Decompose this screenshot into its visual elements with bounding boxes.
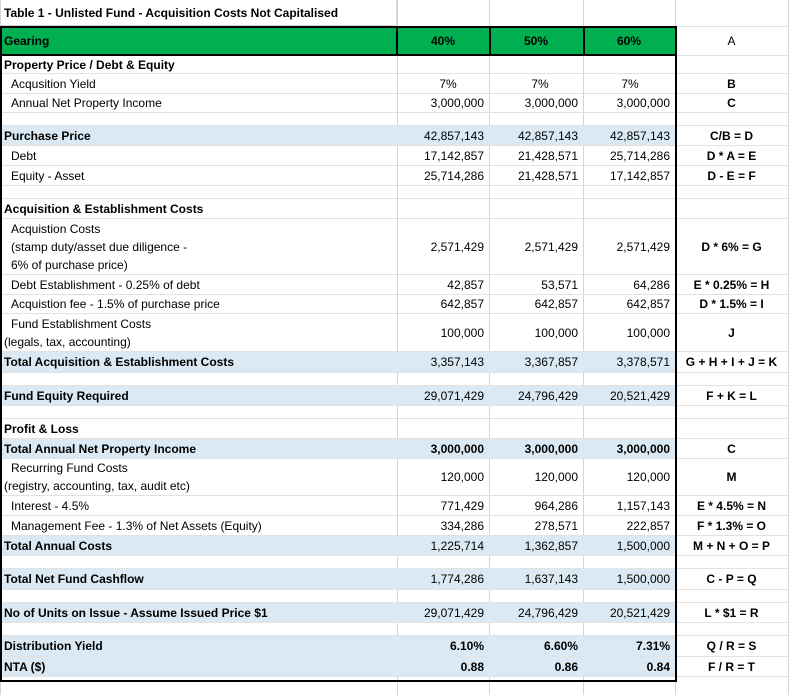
value-60: 1,157,143 bbox=[616, 498, 670, 513]
row-label bbox=[4, 459, 403, 495]
formula-cell: M bbox=[726, 470, 737, 484]
row-label: Purchase Price bbox=[4, 128, 91, 143]
gridline bbox=[0, 372, 789, 373]
value-60: 20,521,429 bbox=[609, 388, 670, 403]
table-row bbox=[0, 199, 789, 218]
value-50: 3,000,000 bbox=[524, 441, 578, 456]
value-50: 24,796,429 bbox=[517, 388, 578, 403]
gridline bbox=[0, 676, 789, 677]
value-40: 0.88 bbox=[460, 659, 484, 674]
formula-cell: C bbox=[727, 441, 736, 456]
value-60: 7.31% bbox=[635, 639, 670, 653]
formula-cell: F * 1.3% = O bbox=[696, 518, 767, 533]
value-40: 3,000,000 bbox=[430, 441, 484, 456]
formula-cell: J bbox=[728, 325, 735, 340]
value-60: 42,857,143 bbox=[609, 128, 670, 143]
value-50: 21,428,571 bbox=[517, 148, 578, 163]
row-label: Management Fee - 1.3% of Net Assets (Equity) bbox=[11, 518, 262, 533]
gearing-header-row bbox=[0, 27, 789, 55]
value-50: 3,367,857 bbox=[524, 355, 578, 369]
table-row bbox=[0, 352, 789, 372]
value-60: 7% bbox=[621, 76, 639, 91]
table-row bbox=[0, 275, 789, 294]
value-60: 642,857 bbox=[626, 297, 670, 311]
value-50: 24,796,429 bbox=[517, 605, 578, 620]
value-50: 120,000 bbox=[534, 470, 578, 484]
value-40: 17,142,857 bbox=[423, 148, 484, 163]
row-label-line: 6% of purchase price) bbox=[11, 257, 128, 272]
formula-cell: G + H + I + J = K bbox=[685, 355, 778, 369]
value-40: 642,857 bbox=[440, 297, 484, 311]
value-50: 7% bbox=[531, 76, 549, 91]
gridline bbox=[0, 112, 789, 113]
formula-cell: F / R = T bbox=[707, 659, 755, 674]
value-60: 222,857 bbox=[626, 518, 670, 533]
value-50: 278,571 bbox=[534, 518, 578, 533]
formula-cell: L * $1 = R bbox=[704, 605, 759, 620]
table-row bbox=[0, 314, 789, 351]
section-heading: Acquisition & Establishment Costs bbox=[4, 201, 204, 216]
formula-cell: D * A = E bbox=[706, 148, 757, 163]
value-50: 964,286 bbox=[534, 498, 578, 513]
row-label: Total Net Fund Cashflow bbox=[4, 572, 144, 586]
value-60: 64,286 bbox=[633, 277, 670, 292]
row-label-line: (stamp duty/asset due diligence - bbox=[11, 239, 188, 254]
table-row bbox=[0, 94, 789, 112]
gridline bbox=[0, 589, 789, 590]
table-row bbox=[0, 146, 789, 165]
table-title: Table 1 - Unlisted Fund - Acquisition Costs Not Capitalised bbox=[0, 0, 397, 26]
row-label-line: Acquistion Costs bbox=[11, 221, 101, 236]
value-50: 42,857,143 bbox=[517, 128, 578, 143]
value-40: 7% bbox=[439, 76, 457, 91]
value-60: 3,378,571 bbox=[616, 355, 670, 369]
value-50: 53,571 bbox=[541, 277, 578, 292]
value-40: 6.10% bbox=[449, 639, 484, 653]
section-heading: Profit & Loss bbox=[4, 421, 79, 436]
row-label: Acqusition Yield bbox=[11, 76, 96, 91]
row-label bbox=[4, 314, 403, 351]
value-40: 42,857 bbox=[447, 277, 484, 292]
formula-cell: M + N + O = P bbox=[692, 538, 771, 553]
formula-cell: D * 1.5% = I bbox=[699, 297, 764, 311]
value-50: 3,000,000 bbox=[524, 96, 578, 110]
value-50: 0.86 bbox=[554, 659, 578, 674]
value-50: 1,637,143 bbox=[524, 572, 578, 586]
gearing-label: Gearing bbox=[4, 34, 50, 48]
formula-cell: Q / R = S bbox=[706, 639, 757, 653]
value-50: 2,571,429 bbox=[524, 239, 578, 254]
table-row bbox=[0, 386, 789, 405]
row-label: Annual Net Property Income bbox=[11, 96, 162, 110]
value-60: 3,000,000 bbox=[616, 96, 670, 110]
formula-cell: A bbox=[727, 34, 736, 48]
value-40: 1,774,286 bbox=[430, 572, 484, 586]
gridline bbox=[0, 405, 789, 406]
row-label bbox=[11, 219, 403, 274]
value-50: 21,428,571 bbox=[517, 168, 578, 183]
formula-cell: C - P = Q bbox=[706, 572, 757, 586]
table-row bbox=[0, 126, 789, 145]
value-40: 100,000 bbox=[440, 325, 484, 340]
value-60: 3,000,000 bbox=[616, 441, 670, 456]
row-label-line: Fund Establishment Costs bbox=[11, 316, 152, 331]
row-label: No of Units on Issue - Assume Issued Price $1 bbox=[4, 605, 268, 620]
table-row bbox=[0, 295, 789, 313]
table-row bbox=[0, 603, 789, 622]
value-50: 6.60% bbox=[543, 639, 578, 653]
table-row bbox=[0, 459, 789, 495]
row-label: Equity - Asset bbox=[11, 168, 85, 183]
table-row bbox=[0, 636, 789, 656]
row-label: Interest - 4.5% bbox=[11, 498, 90, 513]
section-heading: Property Price / Debt & Equity bbox=[4, 57, 175, 72]
row-label: Total Annual Costs bbox=[4, 538, 112, 553]
row-label: Distribution Yield bbox=[4, 639, 103, 653]
table-row bbox=[0, 439, 789, 458]
formula-cell: D * 6% = G bbox=[701, 239, 762, 254]
row-label: Acquistion fee - 1.5% of purchase price bbox=[11, 297, 220, 311]
value-40: 2,571,429 bbox=[430, 239, 484, 254]
table-row bbox=[0, 219, 789, 274]
formula-cell: C bbox=[727, 96, 736, 110]
row-label-line: Recurring Fund Costs bbox=[11, 461, 128, 475]
value-50: 1,362,857 bbox=[524, 538, 578, 553]
value-40: 771,429 bbox=[440, 498, 484, 513]
value-40: 3,000,000 bbox=[430, 96, 484, 110]
value-40: 334,286 bbox=[440, 518, 484, 533]
gearing-value-50: 50% bbox=[523, 34, 549, 48]
gearing-value-40: 40% bbox=[430, 34, 456, 48]
value-50: 100,000 bbox=[534, 325, 578, 340]
formula-cell: C/B = D bbox=[709, 128, 753, 143]
value-60: 100,000 bbox=[626, 325, 670, 340]
value-40: 25,714,286 bbox=[423, 168, 484, 183]
gearing-value-60: 60% bbox=[616, 34, 642, 48]
value-50: 642,857 bbox=[534, 297, 578, 311]
row-label: Total Annual Net Property Income bbox=[4, 441, 197, 456]
gridline bbox=[0, 185, 789, 186]
table-row bbox=[0, 56, 789, 73]
gridline bbox=[0, 622, 789, 623]
value-60: 0.84 bbox=[646, 659, 670, 674]
row-label: Debt bbox=[11, 148, 37, 163]
table-row bbox=[0, 74, 789, 93]
value-60: 25,714,286 bbox=[609, 148, 670, 163]
table-row bbox=[0, 569, 789, 589]
row-label: Debt Establishment - 0.25% of debt bbox=[11, 277, 200, 292]
table-row bbox=[0, 536, 789, 555]
value-60: 1,500,000 bbox=[616, 538, 670, 553]
row-label-line: (registry, accounting, tax, audit etc) bbox=[4, 479, 190, 493]
formula-cell: B bbox=[727, 76, 736, 91]
value-40: 120,000 bbox=[440, 470, 484, 484]
row-label: NTA ($) bbox=[4, 659, 46, 674]
row-label: Total Acquisition & Establishment Costs bbox=[4, 355, 235, 369]
value-60: 2,571,429 bbox=[616, 239, 670, 254]
value-40: 42,857,143 bbox=[423, 128, 484, 143]
table-row bbox=[0, 419, 789, 438]
value-60: 20,521,429 bbox=[609, 605, 670, 620]
formula-cell: D - E = F bbox=[707, 168, 756, 183]
value-40: 29,071,429 bbox=[423, 605, 484, 620]
formula-cell: E * 4.5% = N bbox=[696, 498, 767, 513]
gridline bbox=[0, 555, 789, 556]
value-60: 120,000 bbox=[626, 470, 670, 484]
table-row bbox=[0, 516, 789, 535]
formula-cell: F + K = L bbox=[706, 388, 757, 403]
value-40: 1,225,714 bbox=[430, 538, 484, 553]
row-label: Fund Equity Required bbox=[4, 388, 129, 403]
table-row bbox=[0, 657, 789, 676]
row-label-line: (legals, tax, accounting) bbox=[4, 334, 131, 349]
value-60: 1,500,000 bbox=[616, 572, 670, 586]
value-40: 3,357,143 bbox=[430, 355, 484, 369]
table-row bbox=[0, 166, 789, 185]
value-40: 29,071,429 bbox=[423, 388, 484, 403]
table-row bbox=[0, 496, 789, 515]
formula-cell: E * 0.25% = H bbox=[693, 277, 770, 292]
value-60: 17,142,857 bbox=[609, 168, 670, 183]
